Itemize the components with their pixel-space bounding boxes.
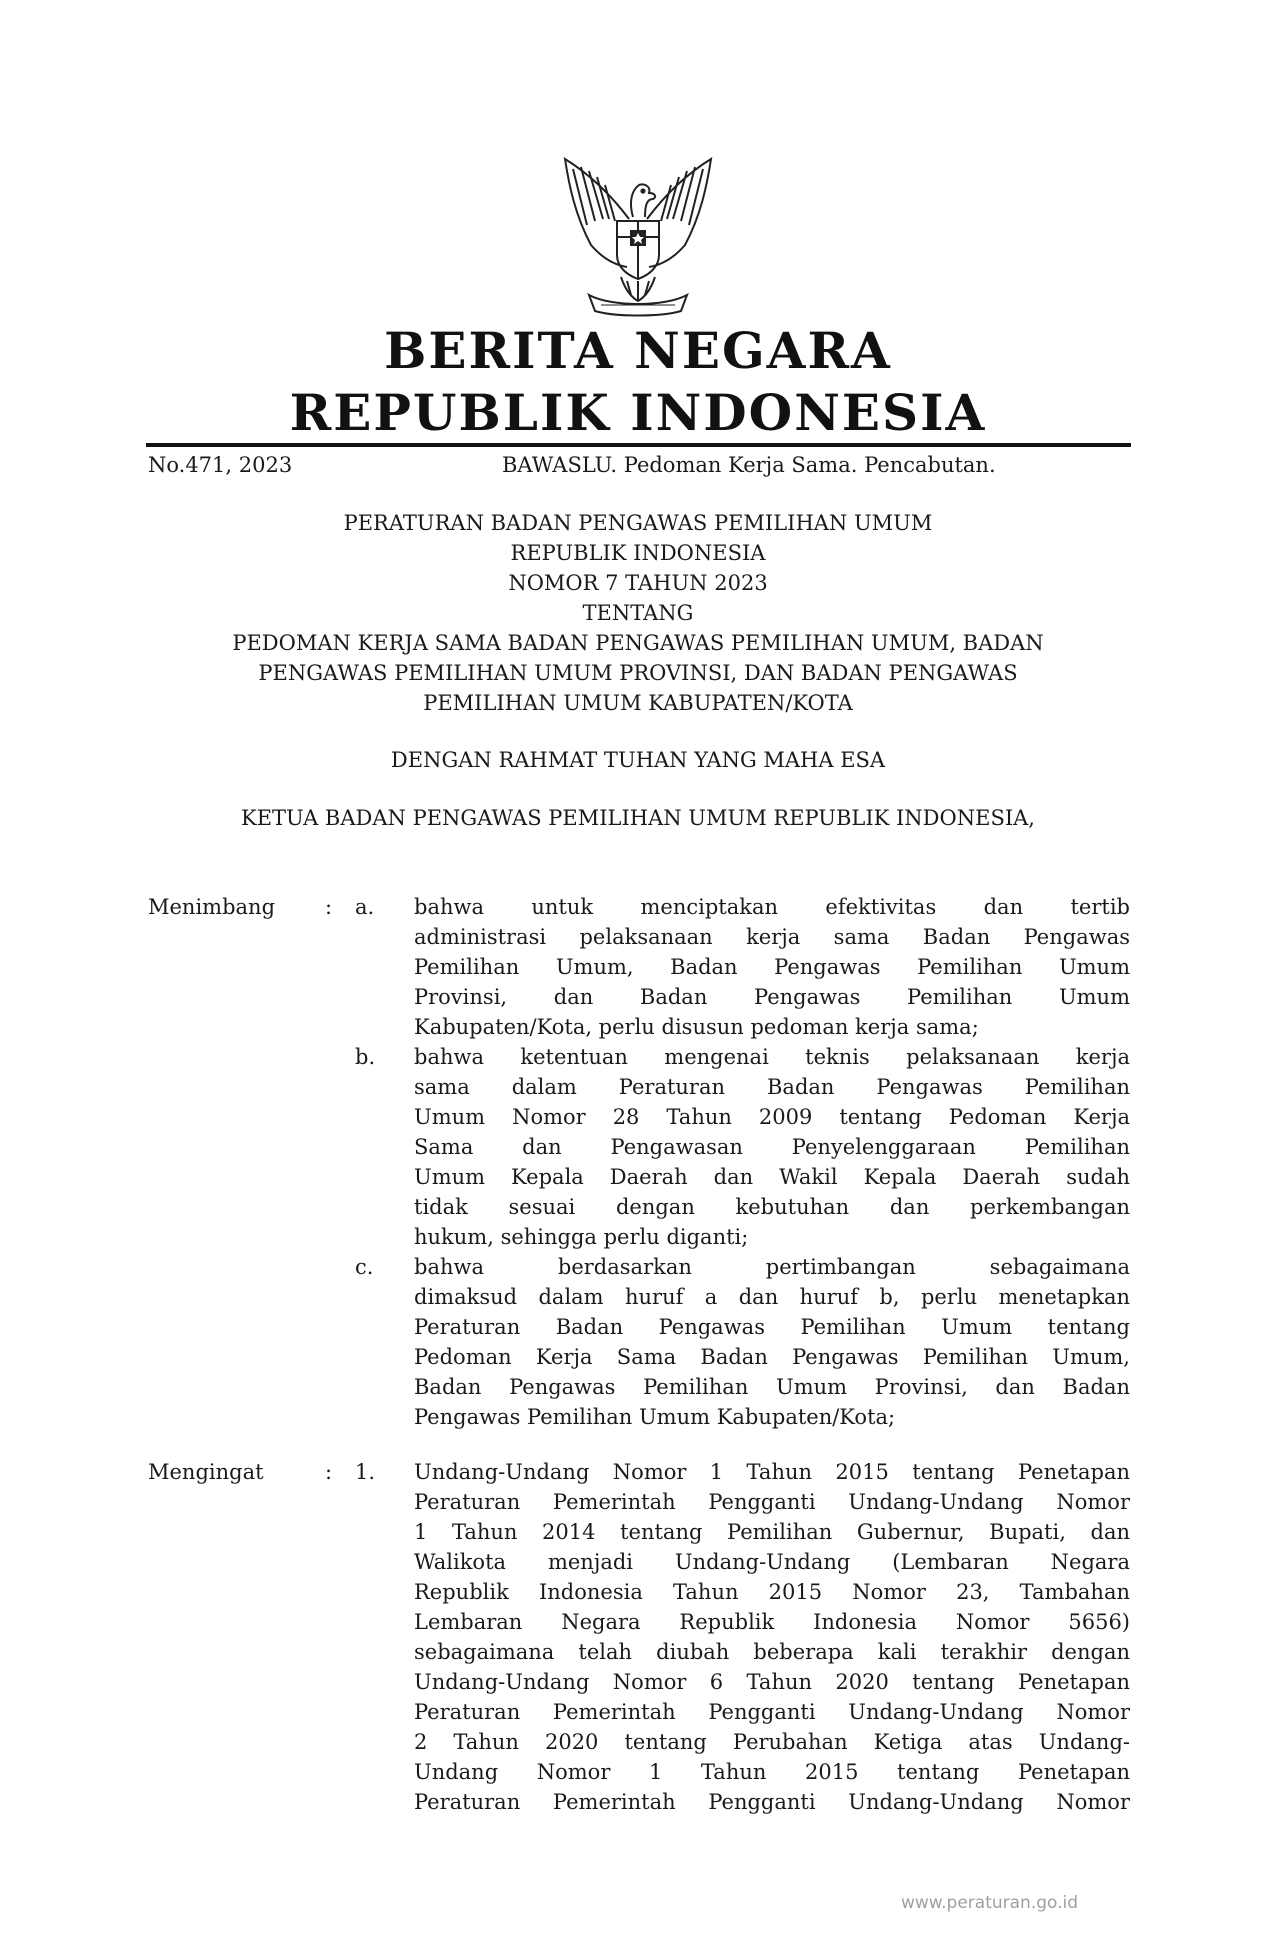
clause-line: Peraturan Badan Pengawas Pemilihan Umum tentang (414, 1315, 1130, 1339)
regulation-heading-line: TENTANG (582, 601, 694, 625)
clause-line: Walikota menjadi Undang-Undang (Lembaran Negara (414, 1550, 1130, 1574)
item-mark: a. (355, 895, 375, 919)
gazette-title-line2: REPUBLIK INDONESIA (289, 383, 987, 442)
clause-line: bahwa untuk menciptakan efektivitas dan tertib (414, 895, 1130, 919)
section-colon: : (325, 1460, 333, 1484)
clause-line: dimaksud dalam huruf a dan huruf b, perlu menetapkan (414, 1285, 1130, 1309)
gazette-number: No.471, 2023 (148, 453, 293, 477)
clause-line: tidak sesuai dengan kebutuhan dan perkembangan (414, 1195, 1130, 1219)
clause-line: Umum Kepala Daerah dan Wakil Kepala Daerah sudah (414, 1165, 1130, 1189)
clause-line: Sama dan Pengawasan Penyelenggaraan Pemilihan (414, 1135, 1130, 1159)
clause-line: Badan Pengawas Pemilihan Umum Provinsi, dan Badan (414, 1375, 1130, 1399)
regulation-subject-line: PEMILIHAN UMUM KABUPATEN/KOTA (423, 691, 853, 715)
regulation-heading-line: REPUBLIK INDONESIA (510, 541, 766, 565)
clause-line: Undang-Undang Nomor 1 Tahun 2015 tentang Penetapan (414, 1460, 1130, 1484)
clause-line: Provinsi, dan Badan Pengawas Pemilihan Umum (414, 985, 1130, 1009)
clause-line: sama dalam Peraturan Badan Pengawas Pemilihan (414, 1075, 1130, 1099)
blessing-line: DENGAN RAHMAT TUHAN YANG MAHA ESA (390, 748, 886, 772)
section-label-mengingat: Mengingat (148, 1460, 264, 1484)
clause-line: Undang Nomor 1 Tahun 2015 tentang Penetapan (414, 1760, 1130, 1784)
clause-line: Kabupaten/Kota, perlu disusun pedoman kerja sama; (414, 1015, 979, 1039)
garuda-pancasila-emblem-icon (551, 155, 725, 319)
clause-line: Undang-Undang Nomor 6 Tahun 2020 tentang Penetapan (414, 1670, 1130, 1694)
clause-line: Lembaran Negara Republik Indonesia Nomor 5656) (414, 1610, 1130, 1634)
footer-website: www.peraturan.go.id (901, 1893, 1079, 1913)
clause-line: Umum Nomor 28 Tahun 2009 tentang Pedoman Kerja (414, 1105, 1130, 1129)
clause-line: Peraturan Pemerintah Pengganti Undang-Undang Nomor (414, 1490, 1130, 1514)
section-label-menimbang: Menimbang (148, 895, 276, 919)
gazette-topic: BAWASLU. Pedoman Kerja Sama. Pencabutan. (502, 453, 996, 477)
official-title: KETUA BADAN PENGAWAS PEMILIHAN UMUM REPUBLIK INDONESIA, (241, 806, 1035, 830)
clause-line: Peraturan Pemerintah Pengganti Undang-Undang Nomor (414, 1790, 1130, 1814)
clause-line: hukum, sehingga perlu diganti; (414, 1225, 749, 1249)
regulation-heading-line: PERATURAN BADAN PENGAWAS PEMILIHAN UMUM (343, 511, 933, 535)
clause-line: Republik Indonesia Tahun 2015 Nomor 23, Tambahan (414, 1580, 1130, 1604)
clause-line: sebagaimana telah diubah beberapa kali terakhir dengan (414, 1640, 1130, 1664)
clause-line: bahwa ketentuan mengenai teknis pelaksanaan kerja (414, 1045, 1130, 1069)
clause-line: 2 Tahun 2020 tentang Perubahan Ketiga atas Undang- (414, 1730, 1130, 1754)
section-colon: : (325, 895, 333, 919)
header-divider (146, 443, 1131, 447)
clause-line: Pedoman Kerja Sama Badan Pengawas Pemilihan Umum, (414, 1345, 1130, 1369)
gazette-title-line1: BERITA NEGARA (384, 321, 892, 380)
clause-line: 1 Tahun 2014 tentang Pemilihan Gubernur, Bupati, dan (414, 1520, 1130, 1544)
clause-line: bahwa berdasarkan pertimbangan sebagaimana (414, 1255, 1130, 1279)
regulation-subject-line: PEDOMAN KERJA SAMA BADAN PENGAWAS PEMILIHAN UMUM, BADAN (232, 631, 1044, 655)
clause-line: Peraturan Pemerintah Pengganti Undang-Undang Nomor (414, 1700, 1130, 1724)
clause-line: Pengawas Pemilihan Umum Kabupaten/Kota; (414, 1405, 896, 1429)
clause-line: administrasi pelaksanaan kerja sama Badan Pengawas (414, 925, 1130, 949)
item-mark: 1. (355, 1460, 376, 1484)
item-mark: c. (355, 1255, 374, 1279)
regulation-number: NOMOR 7 TAHUN 2023 (508, 571, 768, 595)
clause-line: Pemilihan Umum, Badan Pengawas Pemilihan Umum (414, 955, 1130, 979)
regulation-subject-line: PENGAWAS PEMILIHAN UMUM PROVINSI, DAN BADAN PENGAWAS (258, 661, 1018, 685)
item-mark: b. (355, 1045, 376, 1069)
